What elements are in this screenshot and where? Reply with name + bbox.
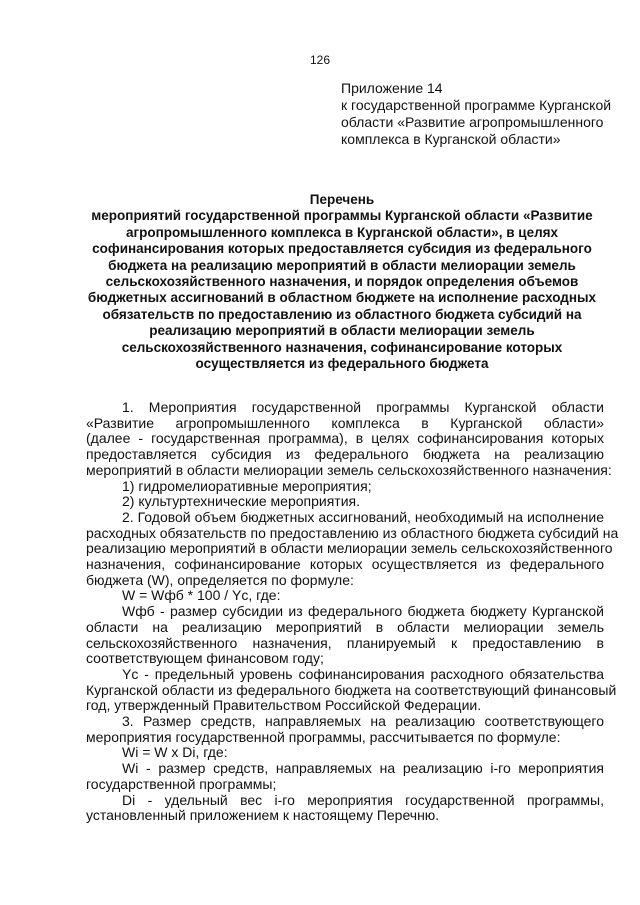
body-line: бюджета (W), определяется по формуле:	[86, 571, 354, 588]
appendix-line: Приложение 14	[341, 80, 443, 96]
body-line: 1) гидромелиоративные мероприятия;	[122, 477, 372, 494]
body-line: государственной программы;	[86, 775, 277, 792]
appendix-header	[341, 80, 626, 148]
body-line: «Развитие агропромышленного комплекса в Курганской области»	[86, 414, 604, 431]
page-number: 126	[309, 53, 331, 67]
body-line: сельскохозяйственного назначения, планируемый к предоставлению в	[86, 634, 604, 651]
body-line: расходных обязательств по предоставлению из областного бюджета субсидий на	[86, 524, 619, 541]
body-line: реализацию мероприятий в области мелиорации земель сельскохозяйственного	[86, 540, 613, 557]
body-line: (далее - государственная программа), в целях софинансирования которых	[86, 430, 604, 447]
appendix-line: к государственной программе Курганской	[341, 97, 612, 113]
title-line: сельскохозяйственного назначения, и порядок определения объемов	[105, 274, 579, 290]
body-line: Yc - предельный уровень софинансирования расходного обязательства	[122, 665, 604, 682]
appendix-line: области «Развитие агропромышленного	[341, 114, 604, 130]
title-line: агропромышленного комплекса в Курганской области», в целях	[125, 224, 559, 240]
body-line: год, утвержденный Правительством Российской Федерации.	[86, 697, 482, 714]
title-line: Перечень	[309, 192, 375, 207]
body-line: Wi - размер средств, направляемых на реализацию i-го мероприятия	[122, 760, 604, 777]
body-line: мероприятия государственной программы, рассчитывается по формуле:	[86, 728, 561, 745]
title-line: мероприятий государственной программы Курганской области «Развитие	[91, 208, 593, 224]
body-line: 3. Размер средств, направляемых на реализацию соответствующего	[122, 713, 604, 730]
body-line: установленный приложением к настоящему Перечню.	[86, 807, 440, 824]
body-line: Wфб - размер субсидии из федерального бюджета бюджету Курганской	[122, 603, 604, 620]
body-line: 2. Годовой объем бюджетных ассигнований, необходимый на исполнение	[122, 508, 604, 525]
body-line: предоставляется субсидия из федерального бюджета на реализацию	[86, 446, 604, 463]
body-line: Курганской области из федерального бюджета на соответствующий финансовый	[86, 681, 617, 698]
body-line: области на реализацию мероприятий в области мелиорации земель	[86, 618, 604, 635]
body-line: 2) культуртехнические мероприятия.	[122, 493, 361, 510]
title-line: бюджетных ассигнований в областном бюджете на исполнение расходных	[87, 290, 597, 306]
document-body	[86, 399, 619, 824]
title-line: бюджета на реализацию мероприятий в области мелиорации земель	[108, 257, 576, 273]
formula-w: W = Wфб * 100 / Yc, где:	[122, 587, 281, 604]
title-line: реализацию мероприятий в области мелиорации земель	[149, 323, 535, 339]
body-line: 1. Мероприятия государственной программы Курганской области	[122, 399, 604, 415]
body-line: Di - удельный вес i-го мероприятия государственной программы,	[122, 791, 604, 808]
formula-wi: Wi = W x Di, где:	[122, 744, 228, 761]
body-line: мероприятий в области мелиорации земель сельскохозяйственного назначения:	[86, 461, 612, 478]
title-line: софинансирования которых предоставляется субсидия из федерального	[92, 241, 592, 257]
body-line: назначения, софинансирование которых осуществляется из федерального	[86, 556, 604, 573]
document-title	[82, 192, 602, 372]
title-line: сельскохозяйственного назначения, софинансирование которых	[121, 339, 563, 355]
title-line: обязательств по предоставлению из областного бюджета субсидий на	[102, 306, 582, 322]
appendix-line: комплекса в Курганской области»	[341, 131, 561, 147]
body-line: соответствующем финансовом году;	[86, 650, 324, 667]
title-line: осуществляется из федерального бюджета	[195, 356, 489, 372]
